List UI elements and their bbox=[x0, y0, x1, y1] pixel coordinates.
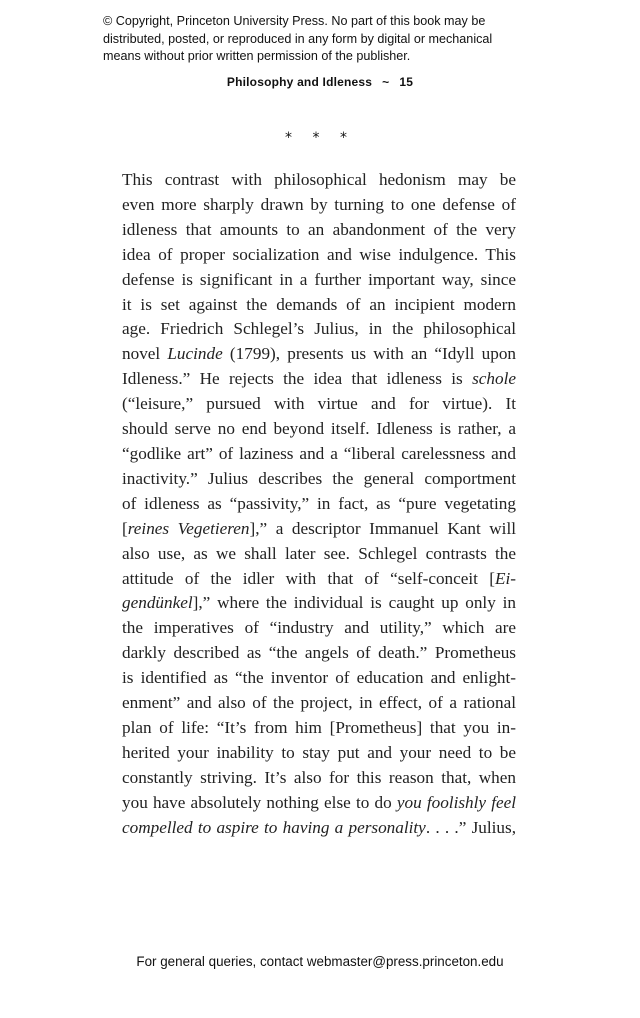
copyright-line: means without prior written permission of the publisher. bbox=[103, 49, 411, 63]
page-number: 15 bbox=[399, 75, 414, 89]
section-break: * * * bbox=[285, 130, 355, 146]
text-run: it is set against the demands of an incipient modern bbox=[122, 294, 516, 314]
italic-text: Ei- bbox=[495, 568, 516, 588]
text-run: Idleness.” He rejects the idea that idleness is bbox=[122, 369, 473, 389]
text-line bbox=[122, 367, 516, 392]
running-head bbox=[0, 75, 640, 89]
text-run: “godlike art” of laziness and a “liberal carelessness and bbox=[122, 443, 516, 463]
text-line bbox=[122, 467, 516, 492]
text-line bbox=[122, 193, 516, 218]
copyright-notice bbox=[103, 13, 573, 66]
text-line bbox=[122, 641, 516, 666]
italic-text: schole bbox=[472, 369, 516, 389]
text-run: plan of life: “It’s from him [Prometheus] that you in- bbox=[122, 717, 516, 737]
text-line bbox=[122, 442, 516, 467]
text-run: defense is significant in a further important way, since bbox=[122, 269, 516, 289]
text-run: even more sharply drawn by turning to one defense of bbox=[122, 194, 516, 214]
running-head-title: Philosophy and Idleness bbox=[226, 75, 373, 89]
text-line bbox=[122, 591, 516, 616]
text-line bbox=[122, 218, 516, 243]
text-run: should serve no end beyond itself. Idleness is rather, a bbox=[122, 419, 516, 439]
text-line bbox=[122, 791, 516, 816]
text-line bbox=[122, 243, 516, 268]
text-run: constantly striving. It’s also for this reason that, when bbox=[122, 767, 516, 787]
text-line bbox=[122, 417, 516, 442]
text-run: [ bbox=[122, 518, 128, 538]
text-line bbox=[122, 342, 516, 367]
copyright-line: © Copyright, Princeton University Press. No part of this book may be bbox=[103, 14, 486, 28]
text-line bbox=[122, 392, 516, 417]
text-run: enment” and also of the project, in effect, of a rational bbox=[122, 693, 516, 713]
text-run: inactivity.” Julius describes the general comportment bbox=[122, 468, 516, 488]
copyright-line: distributed, posted, or reproduced in any form by digital or mechanical bbox=[103, 31, 493, 46]
body-paragraph bbox=[122, 168, 516, 840]
italic-text: you foolishly feel bbox=[396, 792, 517, 812]
italic-text: compelled to aspire to having a personality bbox=[122, 817, 426, 837]
text-line bbox=[122, 492, 516, 517]
text-line bbox=[122, 268, 516, 293]
text-line bbox=[122, 741, 516, 766]
running-head-separator: ~ bbox=[382, 75, 390, 89]
text-run: ],” a descriptor Immanuel Kant will bbox=[249, 518, 516, 538]
text-run: . . . .” Julius, bbox=[425, 817, 516, 837]
text-run: ],” where the individual is caught up only in bbox=[192, 593, 516, 613]
text-line bbox=[122, 766, 516, 791]
text-run: (1799), presents us with an “Idyll upon bbox=[222, 344, 517, 364]
text-run: the imperatives of “industry and utility,” which are bbox=[122, 618, 516, 638]
italic-text: gendünkel bbox=[122, 593, 193, 613]
text-line bbox=[122, 517, 516, 542]
text-line bbox=[122, 317, 516, 342]
text-run: attitude of the idler with that of “self-conceit [ bbox=[122, 568, 495, 588]
text-run: is identified as “the inventor of education and enlight- bbox=[122, 668, 516, 688]
text-line bbox=[122, 567, 516, 592]
text-run: herited your inability to stay put and your need to be bbox=[122, 742, 516, 762]
italic-text: reines Vegetieren bbox=[127, 518, 250, 538]
text-run: (“leisure,” pursued with virtue and for virtue). It bbox=[122, 394, 516, 414]
text-run: darkly described as “the angels of death.” Prometheus bbox=[122, 643, 516, 663]
text-line bbox=[122, 691, 516, 716]
text-line bbox=[122, 716, 516, 741]
text-run: novel bbox=[122, 344, 168, 364]
text-line bbox=[122, 666, 516, 691]
text-run: also use, as we shall later see. Schlegel contrasts the bbox=[122, 543, 516, 563]
text-line bbox=[122, 816, 516, 841]
text-line bbox=[122, 616, 516, 641]
text-run: idea of proper socialization and wise indulgence. This bbox=[122, 244, 516, 264]
italic-text: Lucinde bbox=[167, 344, 223, 364]
text-line bbox=[122, 168, 516, 193]
text-line bbox=[122, 542, 516, 567]
text-run: idleness that amounts to an abandonment of the very bbox=[122, 219, 516, 239]
text-run: you have absolutely nothing else to do bbox=[122, 792, 397, 812]
text-run: age. Friedrich Schlegel’s Julius, in the philosophical bbox=[122, 319, 516, 339]
text-line bbox=[122, 293, 516, 318]
text-run: of idleness as “passivity,” in fact, as “pure vegetating bbox=[122, 493, 516, 513]
footer-contact: For general queries, contact webmaster@press.princeton.edu bbox=[136, 954, 504, 969]
text-run: This contrast with philosophical hedonism may be bbox=[122, 170, 516, 189]
